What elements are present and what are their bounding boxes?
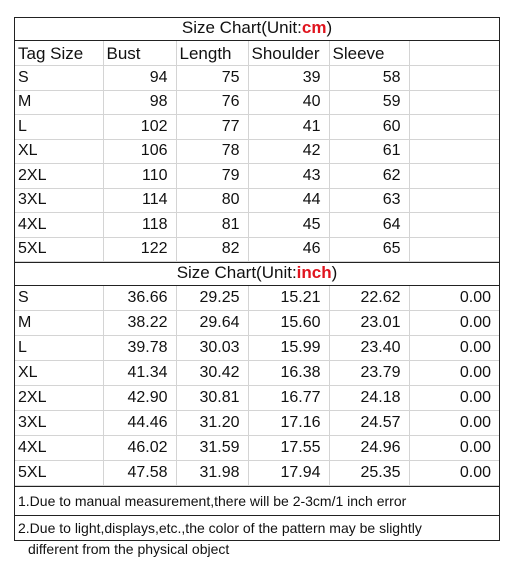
note-color-difference xyxy=(15,515,499,562)
inch-value-cell: 0.00 xyxy=(409,286,499,311)
cm-value-cell: 62 xyxy=(329,164,409,189)
inch-title-unit: inch xyxy=(296,263,332,282)
header-tag-size: Tag Size xyxy=(15,41,103,66)
inch-tag-size-cell: 5XL xyxy=(15,461,103,486)
inch-table-row xyxy=(15,361,499,386)
cm-table-row xyxy=(15,213,499,238)
cm-value-cell: 82 xyxy=(176,237,248,262)
inch-value-cell: 15.21 xyxy=(248,286,329,311)
cm-value-cell: 106 xyxy=(103,139,176,164)
cm-value-cell: 41 xyxy=(248,115,329,140)
cm-value-cell: 44 xyxy=(248,188,329,213)
inch-value-cell: 31.59 xyxy=(176,436,248,461)
cm-empty-cell xyxy=(409,90,499,115)
inch-value-cell: 31.98 xyxy=(176,461,248,486)
inch-value-cell: 17.94 xyxy=(248,461,329,486)
inch-tag-size-cell: S xyxy=(15,286,103,311)
cm-value-cell: 40 xyxy=(248,90,329,115)
cm-tag-size-cell: 4XL xyxy=(15,213,103,238)
cm-value-cell: 118 xyxy=(103,213,176,238)
inch-tag-size-cell: 2XL xyxy=(15,386,103,411)
cm-value-cell: 94 xyxy=(103,66,176,91)
inch-chart-title xyxy=(15,262,499,286)
cm-table-row xyxy=(15,66,499,91)
cm-header-row xyxy=(15,41,499,66)
inch-value-cell: 0.00 xyxy=(409,386,499,411)
inch-value-cell: 0.00 xyxy=(409,336,499,361)
inch-table-row xyxy=(15,386,499,411)
inch-value-cell: 36.66 xyxy=(103,286,176,311)
cm-tag-size-cell: L xyxy=(15,115,103,140)
note2-line2: different from the physical object xyxy=(28,541,230,557)
cm-value-cell: 46 xyxy=(248,237,329,262)
cm-table-row xyxy=(15,115,499,140)
note2-line1: 2.Due to light,displays,etc.,the color of the pattern may be slightly xyxy=(18,520,422,536)
size-chart-sheet xyxy=(14,17,500,557)
inch-value-cell: 30.81 xyxy=(176,386,248,411)
inch-value-cell: 17.55 xyxy=(248,436,329,461)
inch-table-row xyxy=(15,461,499,486)
cm-value-cell: 77 xyxy=(176,115,248,140)
cm-value-cell: 64 xyxy=(329,213,409,238)
header-sleeve: Sleeve xyxy=(329,41,409,66)
cm-value-cell: 60 xyxy=(329,115,409,140)
cm-tag-size-cell: 3XL xyxy=(15,188,103,213)
cm-empty-cell xyxy=(409,188,499,213)
inch-value-cell: 24.96 xyxy=(329,436,409,461)
inch-value-cell: 0.00 xyxy=(409,361,499,386)
cm-tag-size-cell: M xyxy=(15,90,103,115)
header-length: Length xyxy=(176,41,248,66)
inch-table-row xyxy=(15,286,499,311)
inch-value-cell: 31.20 xyxy=(176,411,248,436)
inch-value-cell: 16.38 xyxy=(248,361,329,386)
cm-title-unit: cm xyxy=(301,18,327,37)
cm-tag-size-cell: XL xyxy=(15,139,103,164)
inch-value-cell: 46.02 xyxy=(103,436,176,461)
cm-title-prefix: Size Chart(Unit: xyxy=(181,18,302,37)
inch-value-cell: 0.00 xyxy=(409,461,499,486)
cm-table-row xyxy=(15,139,499,164)
inch-value-cell: 30.03 xyxy=(176,336,248,361)
inch-table-row xyxy=(15,336,499,361)
inch-tag-size-cell: XL xyxy=(15,361,103,386)
cm-value-cell: 98 xyxy=(103,90,176,115)
inch-value-cell: 42.90 xyxy=(103,386,176,411)
inch-value-cell: 24.18 xyxy=(329,386,409,411)
cm-value-cell: 78 xyxy=(176,139,248,164)
inch-title-suffix: ) xyxy=(331,263,338,282)
inch-value-cell: 23.01 xyxy=(329,311,409,336)
cm-value-cell: 65 xyxy=(329,237,409,262)
inch-value-cell: 22.62 xyxy=(329,286,409,311)
inch-value-cell: 44.46 xyxy=(103,411,176,436)
cm-value-cell: 110 xyxy=(103,164,176,189)
cm-tag-size-cell: 5XL xyxy=(15,237,103,262)
inch-value-cell: 41.34 xyxy=(103,361,176,386)
inch-value-cell: 29.64 xyxy=(176,311,248,336)
cm-value-cell: 43 xyxy=(248,164,329,189)
cm-table-row xyxy=(15,188,499,213)
header-empty xyxy=(409,41,499,66)
inch-value-cell: 47.58 xyxy=(103,461,176,486)
cm-empty-cell xyxy=(409,66,499,91)
inch-value-cell: 15.99 xyxy=(248,336,329,361)
note-measurement-error: 1.Due to manual measurement,there will be 2-3cm/1 inch error xyxy=(15,486,499,515)
cm-value-cell: 79 xyxy=(176,164,248,189)
inch-value-cell: 23.40 xyxy=(329,336,409,361)
cm-value-cell: 39 xyxy=(248,66,329,91)
inch-table-row xyxy=(15,411,499,436)
cm-empty-cell xyxy=(409,213,499,238)
inch-value-cell: 0.00 xyxy=(409,436,499,461)
cm-table-row xyxy=(15,237,499,262)
cm-table-row xyxy=(15,164,499,189)
inch-value-cell: 29.25 xyxy=(176,286,248,311)
inch-tag-size-cell: M xyxy=(15,311,103,336)
cm-title-suffix: ) xyxy=(326,18,333,37)
cm-value-cell: 63 xyxy=(329,188,409,213)
inch-value-cell: 16.77 xyxy=(248,386,329,411)
cm-tag-size-cell: S xyxy=(15,66,103,91)
cm-value-cell: 122 xyxy=(103,237,176,262)
cm-value-cell: 102 xyxy=(103,115,176,140)
inch-size-table xyxy=(15,286,499,486)
cm-value-cell: 59 xyxy=(329,90,409,115)
cm-value-cell: 75 xyxy=(176,66,248,91)
inch-value-cell: 25.35 xyxy=(329,461,409,486)
inch-value-cell: 24.57 xyxy=(329,411,409,436)
cm-value-cell: 114 xyxy=(103,188,176,213)
inch-value-cell: 0.00 xyxy=(409,411,499,436)
cm-table-row xyxy=(15,90,499,115)
inch-table-row xyxy=(15,436,499,461)
inch-value-cell: 17.16 xyxy=(248,411,329,436)
cm-value-cell: 61 xyxy=(329,139,409,164)
inch-value-cell: 30.42 xyxy=(176,361,248,386)
inch-table-row xyxy=(15,311,499,336)
header-bust: Bust xyxy=(103,41,176,66)
cm-empty-cell xyxy=(409,139,499,164)
inch-value-cell: 15.60 xyxy=(248,311,329,336)
cm-value-cell: 45 xyxy=(248,213,329,238)
inch-tag-size-cell: 3XL xyxy=(15,411,103,436)
cm-value-cell: 58 xyxy=(329,66,409,91)
cm-empty-cell xyxy=(409,237,499,262)
cm-value-cell: 80 xyxy=(176,188,248,213)
inch-value-cell: 0.00 xyxy=(409,311,499,336)
cm-size-table xyxy=(15,41,499,262)
header-shoulder: Shoulder xyxy=(248,41,329,66)
inch-tag-size-cell: L xyxy=(15,336,103,361)
inch-tag-size-cell: 4XL xyxy=(15,436,103,461)
cm-value-cell: 81 xyxy=(176,213,248,238)
cm-chart-title xyxy=(15,18,499,41)
cm-empty-cell xyxy=(409,115,499,140)
inch-value-cell: 23.79 xyxy=(329,361,409,386)
cm-value-cell: 42 xyxy=(248,139,329,164)
inch-value-cell: 38.22 xyxy=(103,311,176,336)
cm-empty-cell xyxy=(409,164,499,189)
cm-value-cell: 76 xyxy=(176,90,248,115)
cm-tag-size-cell: 2XL xyxy=(15,164,103,189)
inch-title-prefix: Size Chart(Unit: xyxy=(176,263,297,282)
inch-value-cell: 39.78 xyxy=(103,336,176,361)
